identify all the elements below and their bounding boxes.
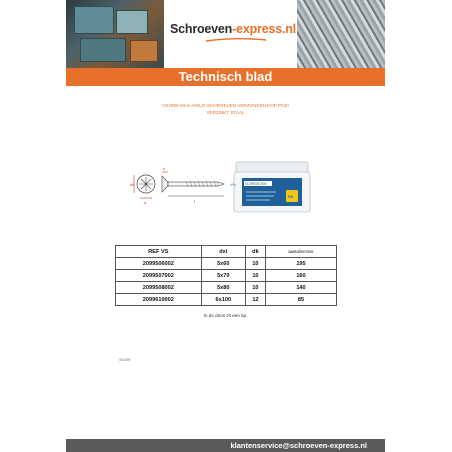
box-label-text: SCHROEVEN	[245, 182, 267, 186]
table-row	[116, 294, 337, 306]
footer-email-link[interactable]: klantenservice@schroeven-express.nl	[230, 441, 367, 450]
dim-label-dk: dk	[130, 182, 135, 187]
dim-label-l: l	[194, 199, 195, 204]
brand-logo[interactable]	[164, 0, 297, 68]
cell-ref: 2099508002	[116, 282, 202, 294]
header-ref-vs: REF VS	[116, 246, 202, 258]
title-banner	[66, 68, 385, 86]
cell-dk: 10	[245, 258, 265, 270]
screw-technical-drawing	[128, 162, 228, 208]
screw-head-side-view	[162, 176, 168, 192]
cell-aantal: 140	[265, 282, 336, 294]
box-brand-text: SX	[288, 194, 294, 199]
banner-title: Technisch blad	[178, 69, 273, 84]
product-title-line1: VS2099-6mm AİGLO-SCHROEVEN VERZONKEN KOP POZI	[162, 103, 289, 108]
spec-table	[115, 245, 337, 306]
cell-dxl: 5x70	[201, 270, 245, 282]
pozi-drive-icon	[139, 177, 153, 191]
cell-dxl: 5x80	[201, 282, 245, 294]
table-row	[116, 270, 337, 282]
table-row	[116, 258, 337, 270]
product-title	[66, 102, 385, 116]
cell-aantal: 160	[265, 270, 336, 282]
cell-dk: 10	[245, 270, 265, 282]
header	[66, 0, 385, 68]
cell-ref: 2099507002	[116, 270, 202, 282]
cell-dxl: 6x100	[201, 294, 245, 306]
cell-dk: 12	[245, 294, 265, 306]
header-dk: dk	[245, 246, 265, 258]
header-photo-screws	[297, 0, 385, 68]
logo-swoosh-icon	[204, 37, 268, 43]
cell-dk: 10	[245, 282, 265, 294]
product-title-line2: VERZINKT STAAL	[206, 110, 245, 115]
header-photo-tools	[66, 0, 164, 68]
cell-dxl: 5x60	[201, 258, 245, 270]
cell-aantal: 195	[265, 258, 336, 270]
logo-accent-text: -express.nl	[232, 22, 296, 36]
spec-table-header-row	[116, 246, 337, 258]
document-code: VS2099	[119, 358, 131, 362]
logo-main-text: Schroeven	[170, 22, 233, 36]
header-aantal: aantal/emmer	[265, 246, 336, 258]
cell-aantal: 85	[265, 294, 336, 306]
packaging-note: In de doos zit een tip.	[203, 313, 248, 318]
product-box-photo	[230, 160, 318, 216]
header-dxl: dxl	[201, 246, 245, 258]
dim-label-d: d	[144, 200, 147, 205]
cell-ref: 2099610002	[116, 294, 202, 306]
table-row	[116, 282, 337, 294]
cell-ref: 2099506002	[116, 258, 202, 270]
dim-label-k: k	[163, 166, 165, 171]
footer-bar	[66, 439, 385, 452]
screw-tip	[218, 182, 224, 186]
